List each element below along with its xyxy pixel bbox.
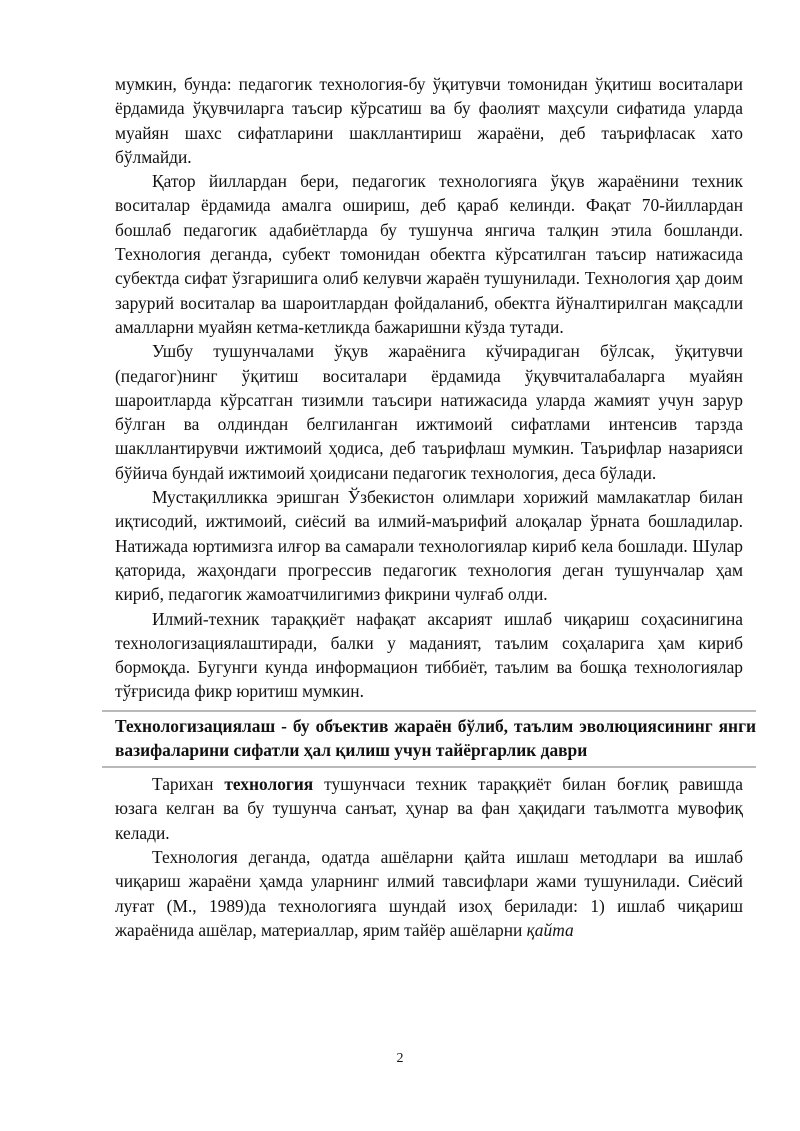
paragraph-4: Мустақилликка эришган Ўзбекистон олимлари хорижий мамлакатлар билан иқтисодий, ижтимоий, сиёсий ва илмий-маърифий алоқалар ўрната бошладилар. Натижада юртимизга илғор ва самарали технологиялар кириб кела бошлади. Шулар қаторида, жаҳондаги прогрессив педагогик технология деган тушунчалар ҳам кириб, педагогик жамоатчилигимиз фикрини чулғаб олди. [115, 487, 743, 605]
paragraph-7 [115, 845, 743, 942]
paragraph-6-term: технология [224, 774, 314, 795]
paragraph-6-start: Тарихан [152, 774, 225, 795]
callout-box [102, 710, 756, 768]
paragraph-5: Илмий-техник тараққиёт нафақат аксарият ишлаб чиқариш соҳасинигина технологизациялаштиради, балки у маданият, таълим соҳаларига ҳам кириб бормоқда. Бугунги кунда информацион тиббиёт, таълим ва бошқа технологиялар тўғрисида фикр юритиш мумкин. [115, 608, 743, 702]
paragraph-6 [115, 772, 743, 845]
page-body [115, 72, 756, 942]
paragraph-3: Ушбу тушунчалами ўқув жараёнига кўчирадиган бўлсак, ўқитувчи (педагог)нинг ўқитиш воситалари ёрдамида ўқувчиталабаларга муайян шароитларда кўрсатган тизимли таъсири натижасида уларда жамият учун зарур бўлган ва олдиндан белгиланган ижтимоий сифатлами интенсив тарзда шакллантирувчи ижтимоий ҳодиса, деб таърифлаш мумкин. Таърифлар назарияси бўйича бундай ижтимоий ҳоидисани педагогик технология, деса бўлади. [115, 341, 743, 483]
callout-text: Технологизациялаш - бу объектив жараён бўлиб, таълим эволюциясининг янги вазифаларини сифатли ҳал қилиш учун тайёргарлик даври [115, 715, 756, 760]
paragraph-1: мумкин, бунда: педагогик технология-бу ўқитувчи томонидан ўқитиш воситалари ёрдамида ўқувчиларга таъсир кўрсатиш ва бу фаолият маҳсули сифатида уларда муайян шахс сифатларини шакллантириш жараёни, деб таърифласак хато бўлмайди. [115, 74, 743, 167]
paragraph-7-text: Технология деганда, одатда ашёларни қайта ишлаш методлари ва ишлаб чиқариш жараёни ҳамда уларнинг илмий тавсифлари жами тушунилади. Сиёсий луғат (М., 1989)да технологияга шундай изоҳ берилади: 1) ишлаб чиқариш жараёнида ашёлар, материаллар, ярим тайёр ашёларни [115, 847, 743, 940]
paragraph-2: Қатор йиллардан бери, педагогик технологияга ўқув жараёнини техник воситалар ёрдамида амалга ошириш, деб қараб келинди. Фақат 70-йиллардан бошлаб педагогик адабиётларда бу тушунча янгича талқин этила бошланди. Технология деганда, субект томонидан обектга кўрсатилган таъсир натижасида субектда сифат ўзгаришига олиб келувчи жараён тушунилади. Технология ҳар доим зарурий воситалар ва шароитлардан фойдаланиб, обектга йўналтирилган мақсадли амалларни муайян кетма-кетликда бажаришни кўзда тутади. [115, 171, 743, 337]
paragraph-7-italic: қайта [526, 919, 574, 940]
paragraph-6-end: тушунчаси техник тараққиёт билан боғлиқ равишда юзага келган ва бу тушунча санъат, ҳунар ва фан ҳақидаги таълмотга мувофиқ келади. [115, 774, 743, 843]
page-number: 2 [396, 1051, 404, 1066]
